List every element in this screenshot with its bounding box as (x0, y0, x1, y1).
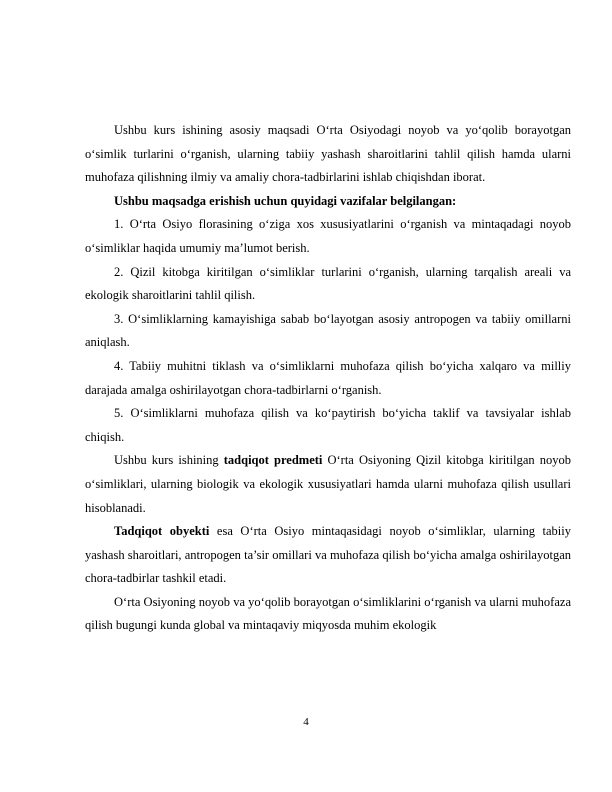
page-number: 4 (303, 716, 309, 728)
subject-lead-text: Ushbu kurs ishining (114, 453, 224, 468)
task-item-4: 4. Tabiiy muhitni tiklash va o‘simliklarni muhofaza qilish bo‘yicha xalqaro va milliy darajada amalga oshirilayotgan chora-tadbirlarni o‘rganish. (85, 358, 571, 397)
subject-term: tadqiqot predmeti (223, 453, 323, 468)
research-subject-paragraph (85, 449, 571, 520)
object-term: Tadqiqot obyekti (114, 524, 210, 539)
object-body-text: esa O‘rta Osiyo mintaqasidagi noyob o‘simliklar, ularning tabiiy yashash sharoitlari, antropogen ta’sir omillari va muhofaza qilish bo‘yicha amalga oshirilayotgan chora-tadbirlar tashkil etadi. (85, 524, 572, 586)
intro-paragraph: Ushbu kurs ishining asosiy maqsadi O‘rta Osiyodagi noyob va yo‘qolib borayotgan o‘simlik turlarini o‘rganish, ularning tabiiy yashash sharoitlarini tahlil qilish hamda ularni muhofaza qilishning ilmiy va amaliy chora-tadbirlarini ishlab chiqishdan iborat. (85, 123, 571, 185)
task-item-1: 1. O‘rta Osiyo florasining o‘ziga xos xususiyatlarini o‘rganish va mintaqadagi noyob o‘simliklar haqida umumiy ma’lumot berish. (85, 217, 571, 255)
task-item-2: 2. Qizil kitobga kiritilgan o‘simliklar turlarini o‘rganish, ularning tarqalish areali va ekologik sharoitlarini tahlil qilish. (85, 264, 571, 303)
task-item-3: 3. O‘simliklarning kamayishiga sabab bo‘layotgan asosiy antropogen va tabiiy omillarni aniqlash. (85, 311, 571, 350)
research-object-paragraph (85, 520, 571, 591)
closing-paragraph: O‘rta Osiyoning noyob va yo‘qolib borayotgan o‘simliklarini o‘rganish va ularni muhofaza qilish bugungi kunda global va mintaqaviy miqyosda muhim ekologik (85, 594, 571, 633)
task-item-5: 5. O‘simliklarni muhofaza qilish va ko‘paytirish bo‘yicha taklif va tavsiyalar ishlab chiqish. (85, 406, 571, 444)
tasks-heading: Ushbu maqsadga erishish uchun quyidagi vazifalar belgilangan: (114, 193, 457, 208)
document-page (85, 119, 571, 638)
subject-body-text: O‘rta Osiyoning Qizil kitobga kiritilgan noyob o‘simliklari, ularning biologik va ekologik xususiyatlari hamda ularni muhofaza qilish usullari hisoblanadi. (85, 453, 571, 515)
